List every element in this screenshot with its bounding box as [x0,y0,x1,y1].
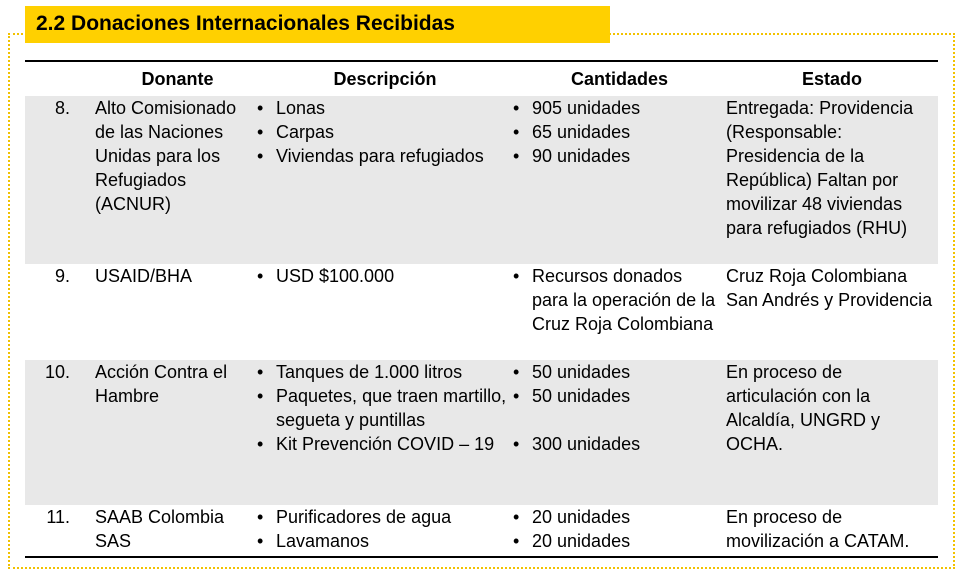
list-item: • Carpas [257,120,507,144]
header-state: Estado [801,69,862,89]
donor-cell: Alto Comisionado de las Naciones Unidas para los Refugiados (ACNUR) [95,98,237,214]
list-item: • 65 unidades [513,120,723,144]
donations-table [25,60,938,558]
donor-cell: SAAB Colombia SAS [95,507,225,551]
donor-cell: USAID/BHA [95,266,193,286]
header-description: Descripción [333,69,437,89]
list-item: • Lavamanos [257,529,507,553]
description-list [257,264,507,288]
description-list [257,505,507,553]
list-item: • 50 unidades [513,384,723,408]
list-item: • Viviendas para refugiados [257,144,507,168]
row-number: 8. [54,98,70,118]
donor-cell: Acción Contra el Hambre [95,362,228,406]
list-item: • Tanques de 1.000 litros [257,360,507,384]
table-header [25,62,938,96]
list-item: • Recursos donados para la operación de la Cruz Roja Colombiana [513,264,723,336]
state-cell: Cruz Roja Colombiana San Andrés y Providencia [726,266,933,310]
list-item: • USD $100.000 [257,264,507,288]
header-donor: Donante [141,69,214,89]
row-number: 11. [46,507,70,527]
state-cell: En proceso de movilización a CATAM. [726,507,910,551]
quantity-list [513,505,723,553]
header-quantities: Cantidades [570,69,669,89]
list-item: • Paquetes, que traen martillo, segueta y puntillas [257,384,507,432]
row-number: 9. [54,266,70,286]
quantity-list [513,96,723,168]
list-item: • 50 unidades [513,360,723,384]
list-item: • 90 unidades [513,144,723,168]
quantity-list [513,264,723,336]
state-cell: En proceso de articulación con la Alcaldía, UNGRD y OCHA. [726,362,881,454]
list-item: • Lonas [257,96,507,120]
list-item: • 300 unidades [513,432,723,456]
table-row [25,505,938,556]
state-cell: Entregada: Providencia (Responsable: Presidencia de la República) Faltan por movilizar 48 viviendas para refugiados (RHU) [726,98,914,238]
table-row [25,360,938,505]
description-list [257,96,507,168]
section-title: 2.2 Donaciones Internacionales Recibidas [25,6,610,43]
list-item: • Purificadores de agua [257,505,507,529]
table-row [25,96,938,264]
list-item: • 20 unidades [513,529,723,553]
row-number: 10. [44,362,70,382]
list-spacer [513,408,723,432]
table-row [25,264,938,360]
description-list [257,360,507,456]
list-item: • 20 unidades [513,505,723,529]
list-item: • 905 unidades [513,96,723,120]
quantity-list [513,360,723,456]
list-item: • Kit Prevención COVID – 19 [257,432,507,456]
